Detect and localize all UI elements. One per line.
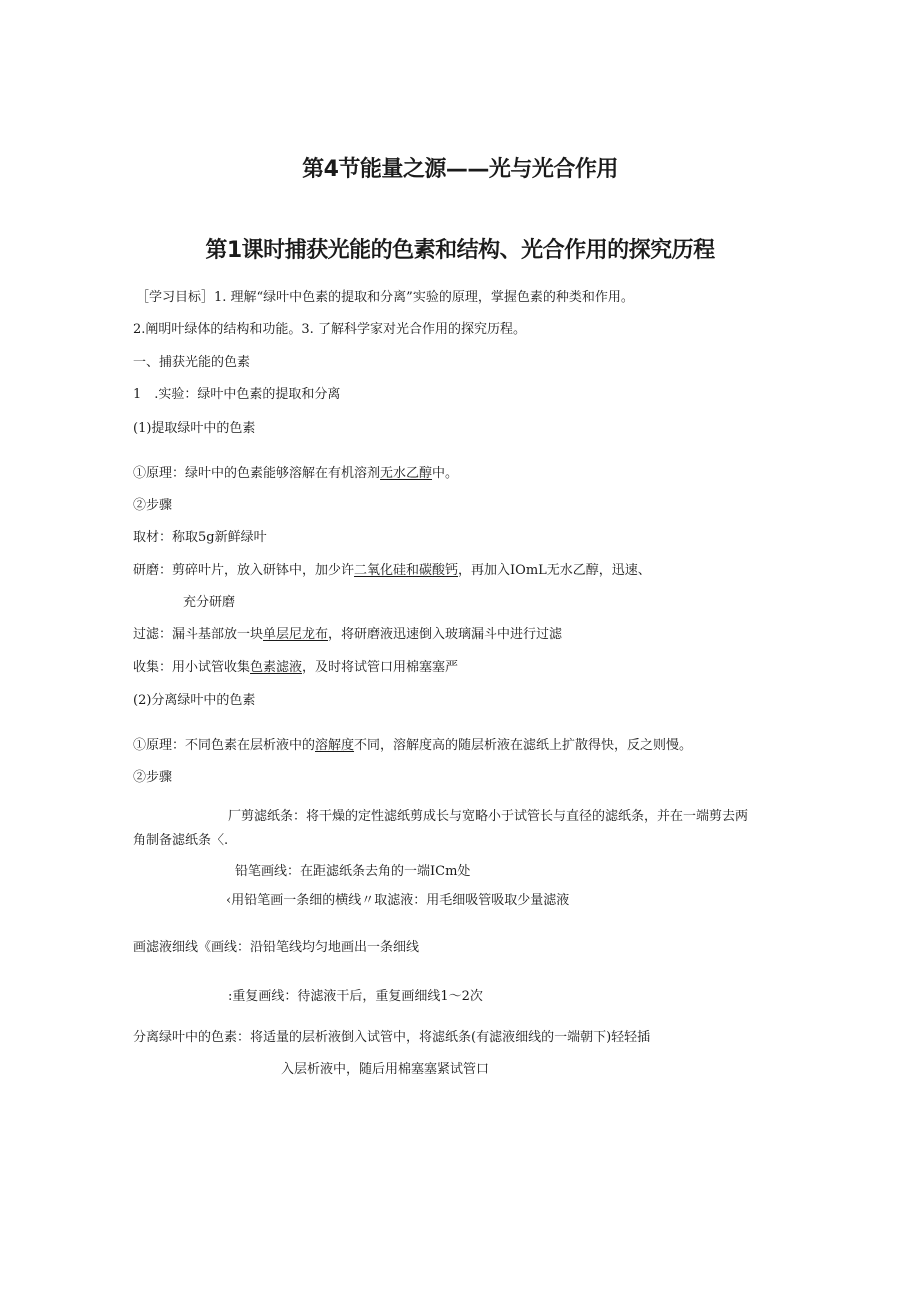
answer-blank: 溶解度 <box>315 738 355 753</box>
page-title: 第4节能量之源——光与光合作用 <box>302 157 618 182</box>
step-cut-paper-continued: 角制备滤纸条〈. <box>133 833 229 848</box>
extract-steps-label: ②步骤 <box>133 498 173 513</box>
answer-blank: 二氧化硅和碳酸钙 <box>354 563 459 578</box>
answer-blank: 单层尼龙布 <box>263 627 329 642</box>
step-separate-pigments-continued: 入层析液中，随后用棉塞塞紧试管口 <box>281 1062 490 1077</box>
learning-objectives-line-1: ［学习目标］1. 理解“绿叶中色素的提取和分离”实验的原理，掌握色素的种类和作用。 <box>136 290 634 305</box>
step-filter: 过滤：漏斗基部放一块单层尼龙布，将研磨液迅速倒入玻璃漏斗中进行过滤 <box>133 627 563 642</box>
step-cut-paper: 厂剪滤纸条：将干燥的定性滤纸剪成长与宽略小于试管长与直径的滤纸条，并在一端剪去两 <box>228 809 749 824</box>
separate-principle: ①原理：不同色素在层析液中的溶解度不同，溶解度高的随层析液在滤纸上扩散得快，反之则慢。 <box>133 738 693 753</box>
separate-heading: (2)分离绿叶中的色素 <box>133 693 256 708</box>
step-collect: 收集：用小试管收集色素滤液，及时将试管口用棉塞塞严 <box>133 660 459 675</box>
learning-objectives-line-2: 2.阐明叶绿体的结构和功能。3. 了解科学家对光合作用的探究历程。 <box>133 322 526 337</box>
step-pencil-line: 铅笔画线：在距滤纸条去角的一端ICm处 <box>235 864 471 879</box>
step-take-material: 取材：称取5g新鲜绿叶 <box>133 530 267 545</box>
answer-blank: 无水乙醇 <box>380 466 433 481</box>
extract-heading: (1)提取绿叶中的色素 <box>133 421 256 436</box>
step-repeat-line: :重复画线：待滤液干后，重复画细线1〜2次 <box>228 989 483 1004</box>
section-heading: 一、捕获光能的色素 <box>133 355 251 370</box>
page-subtitle: 第1课时捕获光能的色素和结构、光合作用的探究历程 <box>205 238 715 263</box>
step-pencil-line-continued: ‹用铅笔画一条细的横线〃取滤液：用毛细吸管吸取少量滤液 <box>226 893 570 908</box>
answer-blank: 色素滤液 <box>250 660 303 675</box>
step-separate-pigments: 分离绿叶中的色素：将适量的层析液倒入试管中，将滤纸条(有滤液细线的一端朝下)轻轻插 <box>133 1030 651 1045</box>
extract-principle: ①原理：绿叶中的色素能够溶解在有机溶剂无水乙醇中。 <box>133 466 459 481</box>
step-grind-continued: 充分研磨 <box>183 595 236 610</box>
separate-steps-label: ②步骤 <box>133 770 173 785</box>
experiment-heading: 1 .实验：绿叶中色素的提取和分离 <box>133 387 341 402</box>
step-grind: 研磨：剪碎叶片，放入研钵中，加少许二氧化硅和碳酸钙，再加入IOmL无水乙醇，迅速、 <box>133 563 651 578</box>
step-draw-line: 画滤液细线《画线：沿铅笔线均匀地画出一条细线 <box>133 940 420 955</box>
